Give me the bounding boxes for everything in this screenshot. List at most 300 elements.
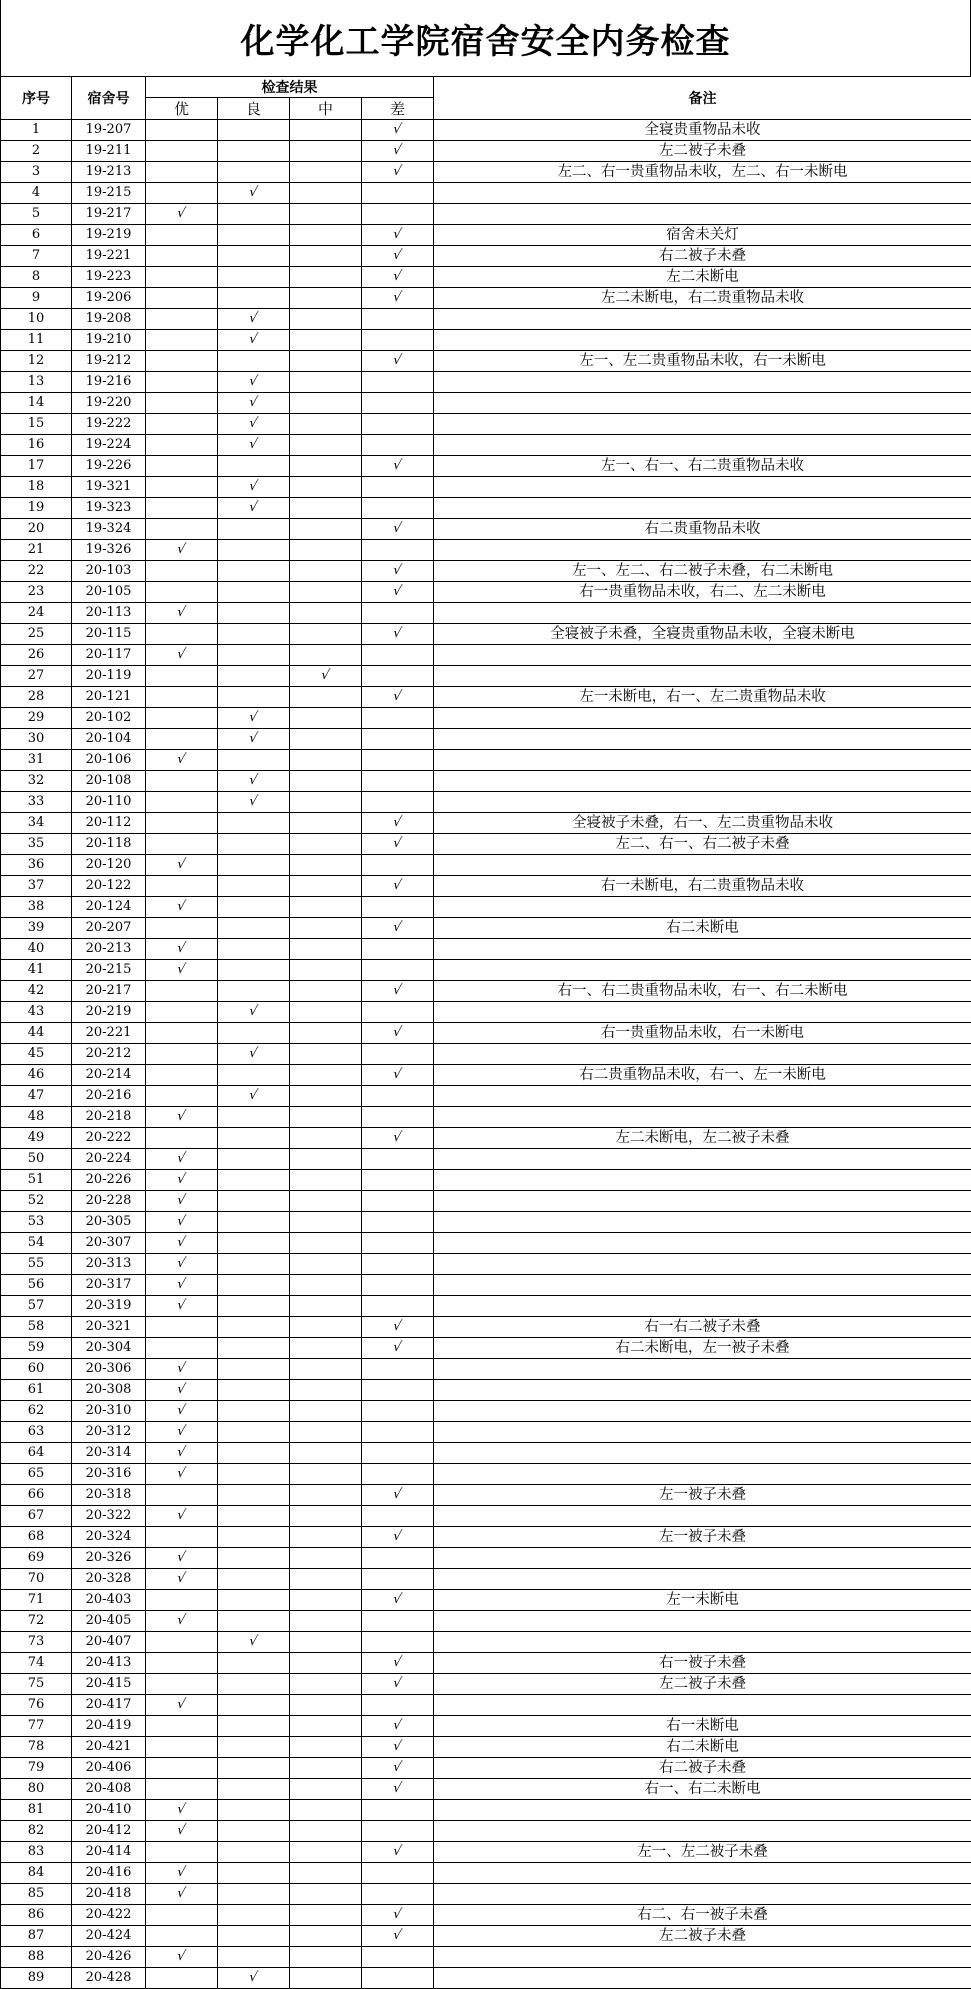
grade-cell-poor	[362, 1233, 434, 1254]
table-row	[1, 666, 971, 687]
grade-cell-fair	[290, 288, 362, 309]
grade-cell-excellent	[146, 1821, 218, 1842]
grade-cell-fair	[290, 435, 362, 456]
check-mark: √	[392, 1842, 404, 1862]
row-note: 左二、右一贵重物品未收，左二、右一未断电	[434, 162, 971, 183]
row-seq: 27	[1, 666, 72, 687]
row-dorm-number: 19-206	[72, 288, 146, 309]
table-row	[1, 1464, 971, 1485]
row-note	[434, 1632, 971, 1653]
check-mark: √	[248, 498, 260, 518]
grade-cell-good	[218, 225, 290, 246]
row-note	[434, 1149, 971, 1170]
check-mark: √	[176, 1695, 188, 1715]
check-mark: √	[248, 729, 260, 749]
row-note	[434, 414, 971, 435]
row-note	[434, 708, 971, 729]
grade-cell-fair	[290, 771, 362, 792]
check-mark: √	[392, 456, 404, 476]
grade-cell-good	[218, 1254, 290, 1275]
row-seq: 29	[1, 708, 72, 729]
grade-cell-fair	[290, 1065, 362, 1086]
grade-cell-fair	[290, 1296, 362, 1317]
row-seq: 52	[1, 1191, 72, 1212]
row-seq: 86	[1, 1905, 72, 1926]
grade-cell-poor	[362, 855, 434, 876]
grade-cell-poor	[362, 708, 434, 729]
grade-cell-fair	[290, 1464, 362, 1485]
grade-cell-fair	[290, 834, 362, 855]
header-grade-good: 良	[218, 98, 290, 120]
row-dorm-number: 20-113	[72, 603, 146, 624]
grade-cell-good	[218, 1485, 290, 1506]
header-result: 检查结果	[146, 77, 434, 98]
row-seq: 43	[1, 1002, 72, 1023]
grade-cell-poor	[362, 1779, 434, 1800]
row-note	[434, 1548, 971, 1569]
grade-cell-poor	[362, 1317, 434, 1338]
grade-cell-good	[218, 1506, 290, 1527]
row-seq: 62	[1, 1401, 72, 1422]
row-note: 右二未断电	[434, 918, 971, 939]
row-note: 右二未断电	[434, 1737, 971, 1758]
grade-cell-poor	[362, 1254, 434, 1275]
grade-cell-good	[218, 183, 290, 204]
grade-cell-excellent	[146, 120, 218, 141]
grade-cell-fair	[290, 1338, 362, 1359]
table-row	[1, 498, 971, 519]
row-dorm-number: 20-226	[72, 1170, 146, 1191]
check-mark: √	[176, 750, 188, 770]
table-row	[1, 1086, 971, 1107]
row-note	[434, 792, 971, 813]
grade-cell-good	[218, 1317, 290, 1338]
check-mark: √	[176, 1443, 188, 1463]
row-note: 全寝贵重物品未收	[434, 120, 971, 141]
row-dorm-number: 19-216	[72, 372, 146, 393]
grade-cell-poor	[362, 351, 434, 372]
grade-cell-excellent	[146, 1233, 218, 1254]
row-seq: 50	[1, 1149, 72, 1170]
grade-cell-poor	[362, 813, 434, 834]
row-seq: 61	[1, 1380, 72, 1401]
check-mark: √	[176, 1359, 188, 1379]
row-seq: 2	[1, 141, 72, 162]
row-seq: 33	[1, 792, 72, 813]
row-note: 左二未断电	[434, 267, 971, 288]
grade-cell-excellent	[146, 624, 218, 645]
table-row	[1, 792, 971, 813]
grade-cell-good	[218, 1380, 290, 1401]
row-dorm-number: 20-428	[72, 1968, 146, 1989]
grade-cell-good	[218, 246, 290, 267]
row-dorm-number: 19-215	[72, 183, 146, 204]
grade-cell-good	[218, 666, 290, 687]
row-dorm-number: 20-228	[72, 1191, 146, 1212]
row-dorm-number: 19-324	[72, 519, 146, 540]
row-note	[434, 939, 971, 960]
grade-cell-fair	[290, 1695, 362, 1716]
grade-cell-fair	[290, 981, 362, 1002]
header-dorm: 宿舍号	[72, 77, 146, 120]
grade-cell-excellent	[146, 1422, 218, 1443]
table-row	[1, 1296, 971, 1317]
grade-cell-good	[218, 1947, 290, 1968]
row-seq: 65	[1, 1464, 72, 1485]
table-row	[1, 960, 971, 981]
row-dorm-number: 20-410	[72, 1800, 146, 1821]
check-mark: √	[248, 477, 260, 497]
grade-cell-excellent	[146, 981, 218, 1002]
row-dorm-number: 20-215	[72, 960, 146, 981]
table-row	[1, 624, 971, 645]
row-seq: 54	[1, 1233, 72, 1254]
table-row	[1, 1863, 971, 1884]
row-note	[434, 1191, 971, 1212]
grade-cell-poor	[362, 834, 434, 855]
row-dorm-number: 20-207	[72, 918, 146, 939]
row-note	[434, 1170, 971, 1191]
header-note: 备注	[434, 77, 971, 120]
grade-cell-excellent	[146, 1842, 218, 1863]
row-note: 右二贵重物品未收，右一、左一未断电	[434, 1065, 971, 1086]
check-mark: √	[392, 1716, 404, 1736]
grade-cell-excellent	[146, 1443, 218, 1464]
row-seq: 24	[1, 603, 72, 624]
grade-cell-poor	[362, 939, 434, 960]
check-mark: √	[320, 666, 332, 686]
grade-cell-good	[218, 855, 290, 876]
row-note	[434, 1359, 971, 1380]
grade-cell-poor	[362, 1611, 434, 1632]
grade-cell-good	[218, 939, 290, 960]
grade-cell-poor	[362, 603, 434, 624]
grade-cell-fair	[290, 1674, 362, 1695]
grade-cell-good	[218, 561, 290, 582]
header-row	[1, 77, 971, 98]
grade-cell-fair	[290, 456, 362, 477]
grade-cell-poor	[362, 1002, 434, 1023]
grade-cell-poor	[362, 540, 434, 561]
row-seq: 69	[1, 1548, 72, 1569]
row-seq: 30	[1, 729, 72, 750]
grade-cell-poor	[362, 141, 434, 162]
table-row	[1, 687, 971, 708]
inspection-table	[0, 76, 971, 1989]
row-dorm-number: 19-321	[72, 477, 146, 498]
sheet-title: 化学化工学院宿舍安全内务检查	[0, 0, 971, 76]
grade-cell-poor	[362, 1905, 434, 1926]
grade-cell-good	[218, 1338, 290, 1359]
row-note	[434, 1884, 971, 1905]
grade-cell-fair	[290, 1716, 362, 1737]
check-mark: √	[176, 603, 188, 623]
grade-cell-excellent	[146, 855, 218, 876]
row-seq: 48	[1, 1107, 72, 1128]
grade-cell-excellent	[146, 1695, 218, 1716]
check-mark: √	[392, 519, 404, 539]
table-row	[1, 1632, 971, 1653]
row-dorm-number: 20-322	[72, 1506, 146, 1527]
grade-cell-excellent	[146, 1968, 218, 1989]
grade-cell-excellent	[146, 1464, 218, 1485]
check-mark: √	[392, 351, 404, 371]
row-note	[434, 645, 971, 666]
row-seq: 70	[1, 1569, 72, 1590]
grade-cell-fair	[290, 393, 362, 414]
grade-cell-good	[218, 1548, 290, 1569]
check-mark: √	[392, 561, 404, 581]
grade-cell-good	[218, 1149, 290, 1170]
check-mark: √	[176, 1296, 188, 1316]
check-mark: √	[176, 855, 188, 875]
grade-cell-poor	[362, 330, 434, 351]
row-note: 右二被子未叠	[434, 246, 971, 267]
row-note	[434, 1275, 971, 1296]
grade-cell-fair	[290, 1107, 362, 1128]
grade-cell-fair	[290, 267, 362, 288]
table-row	[1, 456, 971, 477]
row-dorm-number: 20-102	[72, 708, 146, 729]
check-mark: √	[176, 1821, 188, 1841]
row-note	[434, 666, 971, 687]
grade-cell-fair	[290, 1086, 362, 1107]
table-row	[1, 435, 971, 456]
row-dorm-number: 19-211	[72, 141, 146, 162]
grade-cell-fair	[290, 1611, 362, 1632]
table-row	[1, 1590, 971, 1611]
grade-cell-good	[218, 1863, 290, 1884]
grade-cell-good	[218, 1170, 290, 1191]
grade-cell-fair	[290, 939, 362, 960]
grade-cell-excellent	[146, 246, 218, 267]
grade-cell-good	[218, 393, 290, 414]
check-mark: √	[392, 981, 404, 1001]
row-seq: 72	[1, 1611, 72, 1632]
table-row	[1, 834, 971, 855]
row-dorm-number: 19-226	[72, 456, 146, 477]
grade-cell-fair	[290, 1590, 362, 1611]
row-dorm-number: 20-119	[72, 666, 146, 687]
grade-cell-good	[218, 1275, 290, 1296]
row-seq: 9	[1, 288, 72, 309]
table-row	[1, 1422, 971, 1443]
grade-cell-good	[218, 1590, 290, 1611]
grade-cell-fair	[290, 225, 362, 246]
table-row	[1, 1065, 971, 1086]
grade-cell-fair	[290, 1401, 362, 1422]
row-note	[434, 1380, 971, 1401]
row-seq: 42	[1, 981, 72, 1002]
check-mark: √	[176, 1884, 188, 1904]
grade-cell-poor	[362, 666, 434, 687]
row-dorm-number: 19-223	[72, 267, 146, 288]
check-mark: √	[176, 540, 188, 560]
row-seq: 19	[1, 498, 72, 519]
grade-cell-fair	[290, 330, 362, 351]
row-seq: 40	[1, 939, 72, 960]
check-mark: √	[176, 1422, 188, 1442]
row-note: 左一、左二贵重物品未收，右一未断电	[434, 351, 971, 372]
grade-cell-fair	[290, 1737, 362, 1758]
grade-cell-good	[218, 1737, 290, 1758]
grade-cell-poor	[362, 1044, 434, 1065]
grade-cell-fair	[290, 1359, 362, 1380]
row-note: 宿舍未关灯	[434, 225, 971, 246]
row-seq: 47	[1, 1086, 72, 1107]
grade-cell-poor	[362, 1128, 434, 1149]
grade-cell-excellent	[146, 309, 218, 330]
grade-cell-excellent	[146, 1758, 218, 1779]
grade-cell-fair	[290, 624, 362, 645]
grade-cell-excellent	[146, 771, 218, 792]
table-row	[1, 1254, 971, 1275]
grade-cell-poor	[362, 414, 434, 435]
grade-cell-excellent	[146, 1065, 218, 1086]
row-dorm-number: 20-115	[72, 624, 146, 645]
grade-cell-good	[218, 603, 290, 624]
grade-cell-fair	[290, 1212, 362, 1233]
grade-cell-good	[218, 435, 290, 456]
grade-cell-poor	[362, 1695, 434, 1716]
grade-cell-fair	[290, 141, 362, 162]
row-seq: 63	[1, 1422, 72, 1443]
row-dorm-number: 20-316	[72, 1464, 146, 1485]
grade-cell-good	[218, 519, 290, 540]
check-mark: √	[176, 960, 188, 980]
row-dorm-number: 20-318	[72, 1485, 146, 1506]
grade-cell-poor	[362, 1968, 434, 1989]
grade-cell-excellent	[146, 582, 218, 603]
row-dorm-number: 20-108	[72, 771, 146, 792]
grade-cell-good	[218, 330, 290, 351]
row-note: 左一、左二、右二被子未叠，右二未断电	[434, 561, 971, 582]
grade-cell-good	[218, 414, 290, 435]
row-dorm-number: 20-307	[72, 1233, 146, 1254]
grade-cell-excellent	[146, 750, 218, 771]
table-row	[1, 1779, 971, 1800]
row-dorm-number: 19-224	[72, 435, 146, 456]
table-row	[1, 1674, 971, 1695]
row-note	[434, 1569, 971, 1590]
grade-cell-poor	[362, 1212, 434, 1233]
grade-cell-excellent	[146, 435, 218, 456]
row-dorm-number: 20-412	[72, 1821, 146, 1842]
grade-cell-excellent	[146, 372, 218, 393]
table-row	[1, 351, 971, 372]
row-note	[434, 1212, 971, 1233]
row-note: 左一未断电	[434, 1590, 971, 1611]
row-dorm-number: 20-406	[72, 1758, 146, 1779]
row-dorm-number: 20-110	[72, 792, 146, 813]
check-mark: √	[392, 1653, 404, 1673]
grade-cell-poor	[362, 1359, 434, 1380]
check-mark: √	[176, 1149, 188, 1169]
row-seq: 45	[1, 1044, 72, 1065]
grade-cell-fair	[290, 561, 362, 582]
table-row	[1, 1842, 971, 1863]
grade-cell-poor	[362, 456, 434, 477]
grade-cell-fair	[290, 918, 362, 939]
grade-cell-poor	[362, 1947, 434, 1968]
grade-cell-fair	[290, 729, 362, 750]
table-row	[1, 1821, 971, 1842]
row-dorm-number: 20-312	[72, 1422, 146, 1443]
row-dorm-number: 20-122	[72, 876, 146, 897]
check-mark: √	[176, 939, 188, 959]
grade-cell-good	[218, 645, 290, 666]
grade-cell-poor	[362, 120, 434, 141]
grade-cell-poor	[362, 582, 434, 603]
grade-cell-excellent	[146, 687, 218, 708]
check-mark: √	[392, 1590, 404, 1610]
grade-cell-good	[218, 1464, 290, 1485]
grade-cell-good	[218, 204, 290, 225]
row-dorm-number: 20-328	[72, 1569, 146, 1590]
row-seq: 77	[1, 1716, 72, 1737]
grade-cell-excellent	[146, 267, 218, 288]
row-note	[434, 1254, 971, 1275]
grade-cell-fair	[290, 1506, 362, 1527]
grade-cell-good	[218, 750, 290, 771]
grade-cell-good	[218, 1884, 290, 1905]
grade-cell-poor	[362, 162, 434, 183]
grade-cell-excellent	[146, 183, 218, 204]
row-seq: 26	[1, 645, 72, 666]
row-seq: 66	[1, 1485, 72, 1506]
grade-cell-good	[218, 162, 290, 183]
table-row	[1, 1044, 971, 1065]
row-dorm-number: 20-216	[72, 1086, 146, 1107]
check-mark: √	[392, 1737, 404, 1757]
row-note: 右一、右二贵重物品未收，右一、右二未断电	[434, 981, 971, 1002]
table-row	[1, 1968, 971, 1989]
grade-cell-poor	[362, 1716, 434, 1737]
table-row	[1, 330, 971, 351]
grade-cell-good	[218, 918, 290, 939]
grade-cell-poor	[362, 1086, 434, 1107]
row-seq: 49	[1, 1128, 72, 1149]
grade-cell-poor	[362, 1674, 434, 1695]
grade-cell-excellent	[146, 1716, 218, 1737]
row-seq: 88	[1, 1947, 72, 1968]
grade-cell-excellent	[146, 813, 218, 834]
row-dorm-number: 20-106	[72, 750, 146, 771]
row-note	[434, 1800, 971, 1821]
grade-cell-poor	[362, 1170, 434, 1191]
row-dorm-number: 20-416	[72, 1863, 146, 1884]
row-note	[434, 1947, 971, 1968]
grade-cell-good	[218, 1611, 290, 1632]
row-seq: 82	[1, 1821, 72, 1842]
grade-cell-fair	[290, 498, 362, 519]
grade-cell-excellent	[146, 561, 218, 582]
table-row	[1, 876, 971, 897]
grade-cell-poor	[362, 1653, 434, 1674]
grade-cell-excellent	[146, 960, 218, 981]
check-mark: √	[392, 1317, 404, 1337]
row-dorm-number: 20-304	[72, 1338, 146, 1359]
check-mark: √	[248, 792, 260, 812]
grade-cell-good	[218, 1674, 290, 1695]
table-row	[1, 225, 971, 246]
grade-cell-poor	[362, 1821, 434, 1842]
grade-cell-poor	[362, 1065, 434, 1086]
grade-cell-good	[218, 834, 290, 855]
grade-cell-excellent	[146, 1947, 218, 1968]
grade-cell-excellent	[146, 540, 218, 561]
grade-cell-poor	[362, 225, 434, 246]
